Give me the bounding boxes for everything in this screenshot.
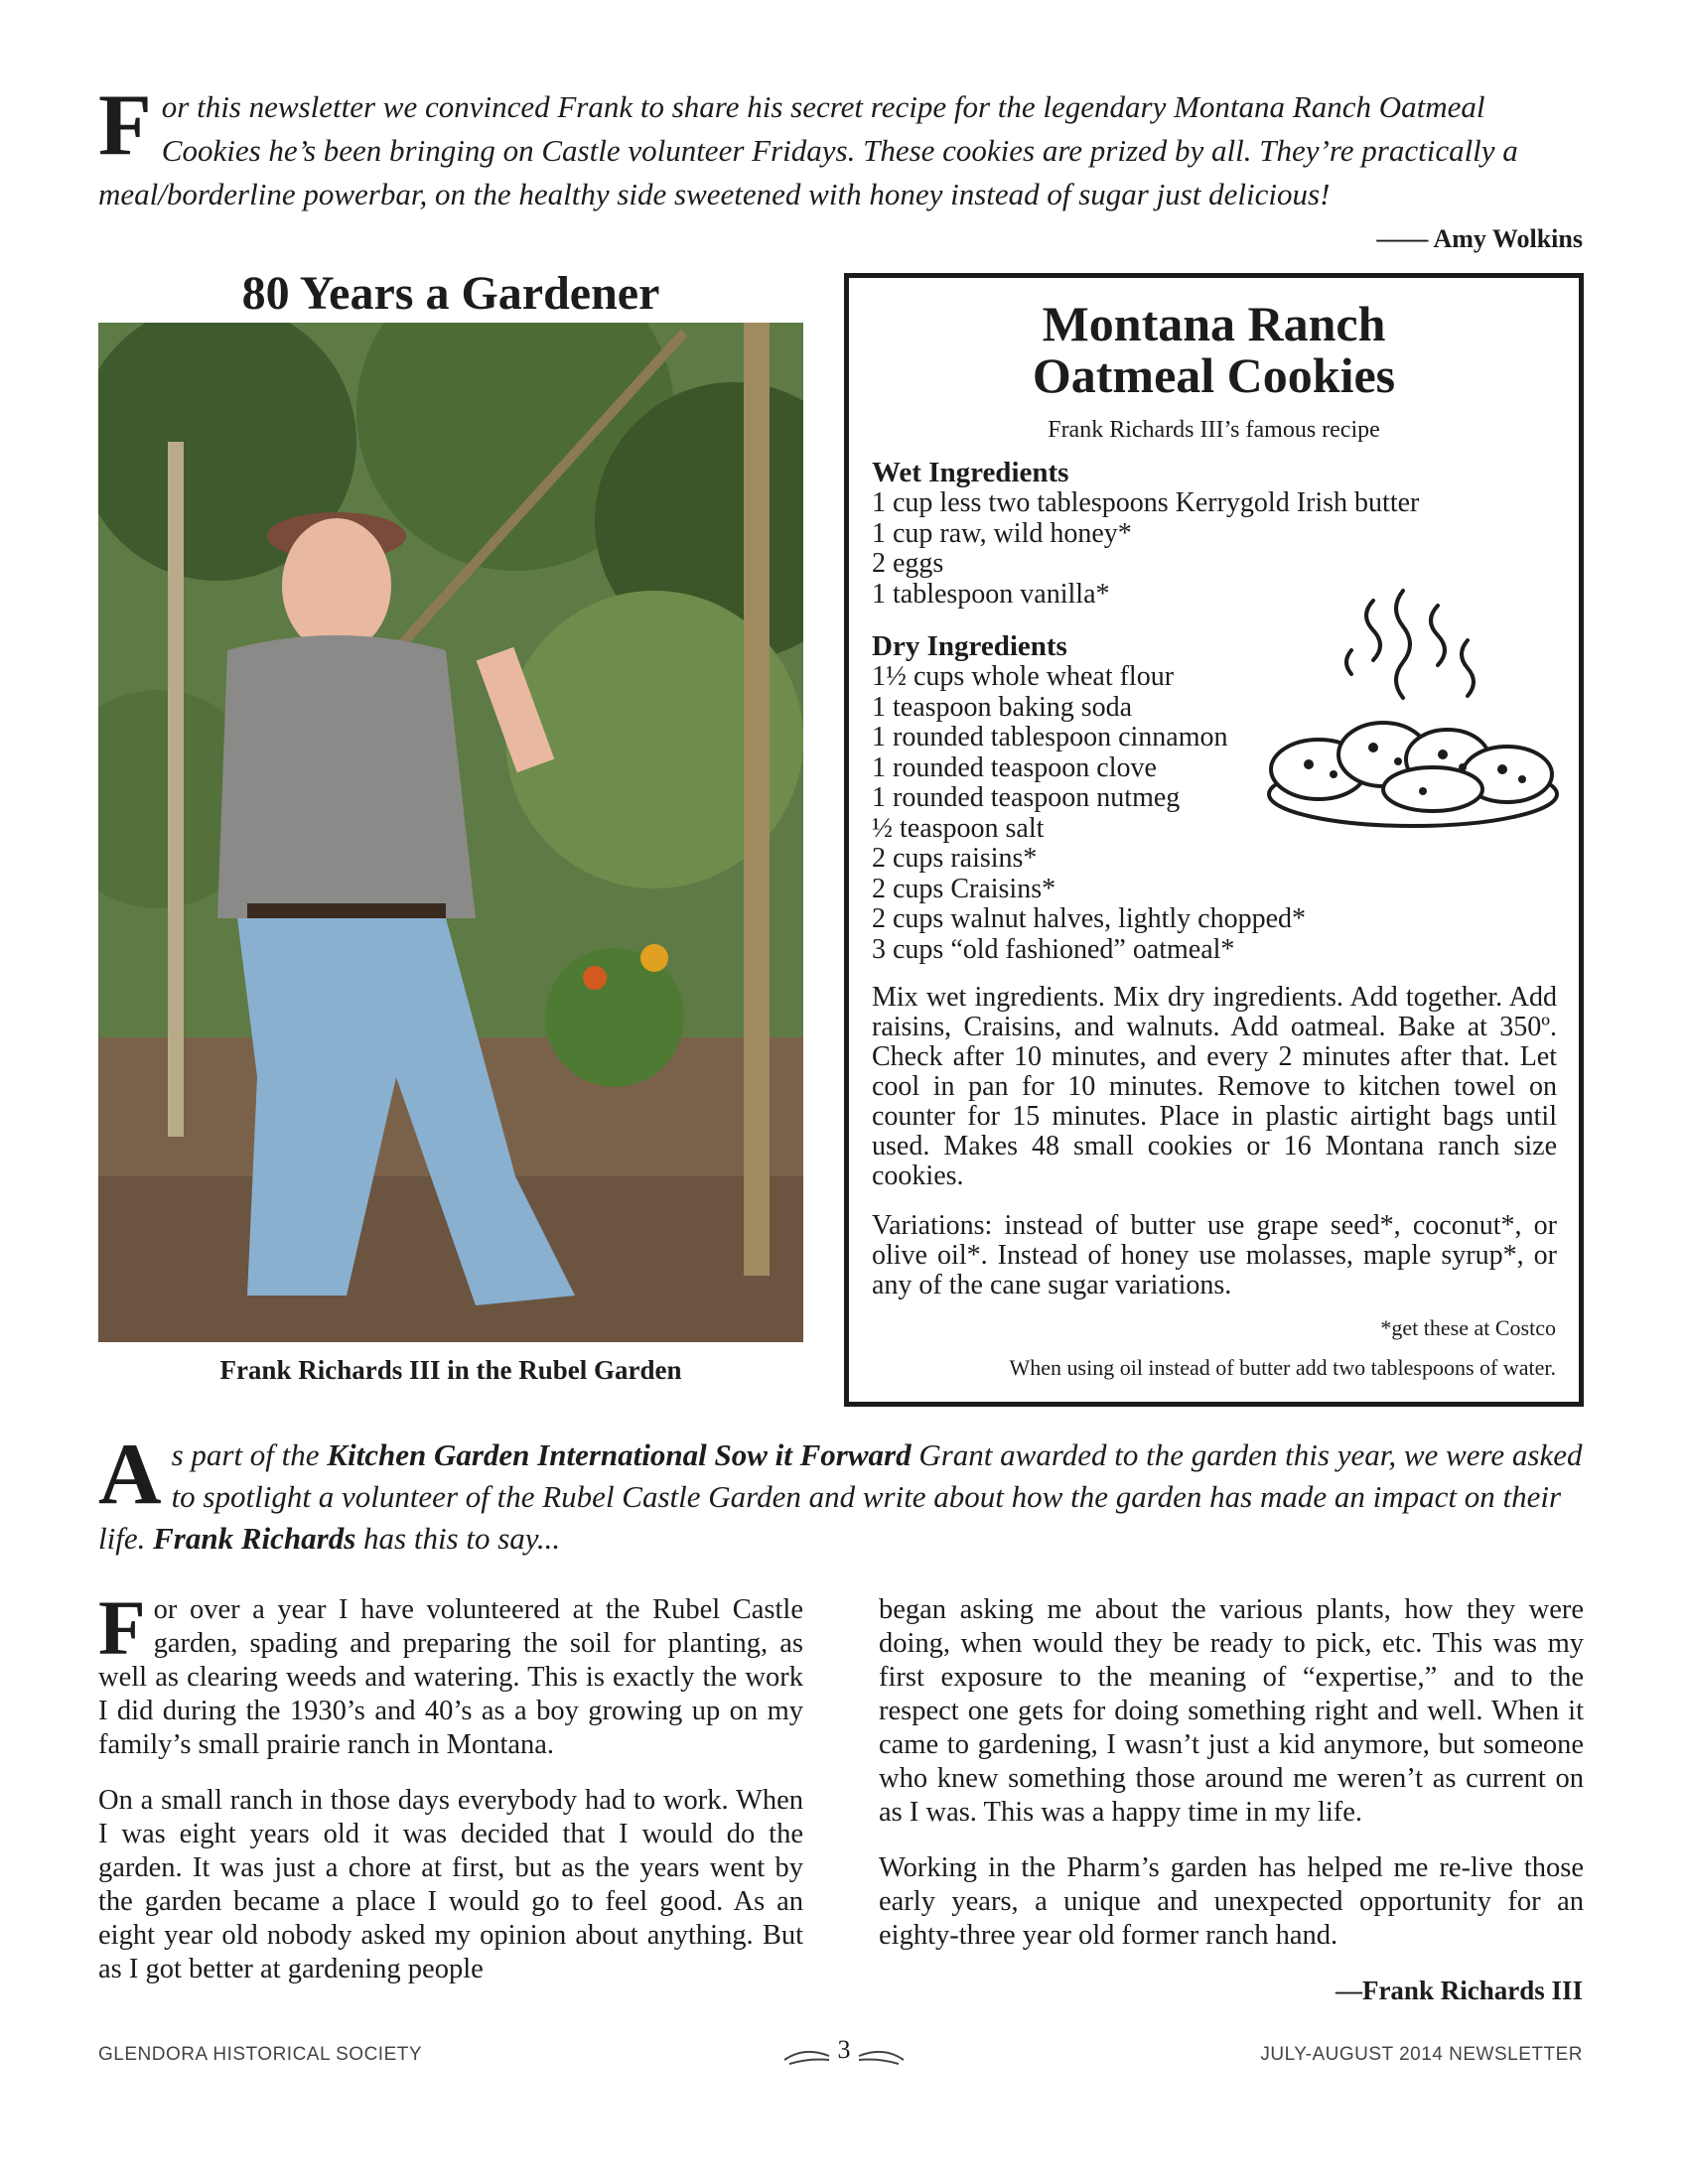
dry-ingredient: 2 cups walnut halves, lightly chopped* — [872, 903, 1307, 934]
article-paragraph-2: On a small ranch in those days everybody had to work. When I was eight years old it was decided that I would do the garden. It was just a chore at first, but as the years went by the garden became a place I would go to feel good. As an eight year old nobody asked my opinion about anything. But as I got better at gardening people — [98, 1785, 803, 1984]
spotlight-intro — [98, 1427, 1584, 1560]
cookie-plate-icon — [1264, 581, 1562, 844]
footer-issue: JULY-AUGUST 2014 NEWSLETTER — [1260, 2044, 1583, 2065]
dry-ingredients-list — [872, 662, 1306, 965]
dry-ingredient: 2 cups Craisins* — [872, 873, 1056, 904]
spotlight-text-3: has this to say... — [355, 1521, 561, 1556]
dry-ingredient: 2 cups raisins* — [872, 843, 1038, 874]
spotlight-drop-cap: A — [98, 1427, 162, 1523]
recipe-title — [849, 298, 1579, 401]
dry-ingredient: ½ teaspoon salt — [872, 812, 1045, 844]
spotlight-text-2: Grant awarded to the garden this year, we were asked to spotlight a volunteer of the Rubel Castle Garden and write about how the garden has made an impact on their life. — [98, 1437, 1583, 1556]
wet-ingredients-heading: Wet Ingredients — [872, 457, 1069, 488]
recipe-title-line-1: Montana Ranch — [1042, 296, 1386, 351]
photo-caption: Frank Richards III in the Rubel Garden — [219, 1355, 682, 1385]
recipe-subtitle: Frank Richards III’s famous recipe — [1048, 417, 1380, 443]
feature-title: 80 Years a Gardener — [241, 267, 660, 320]
article-column-left — [98, 1584, 803, 2008]
recipe-variations: Variations: instead of butter use grape seed*, coconut*, or olive oil*. Instead of honey use molasses, maple syrup*, or any of the cane sugar variations. — [872, 1210, 1557, 1300]
dry-ingredient: 3 cups “old fashioned” oatmeal* — [872, 933, 1235, 965]
intro-signature: —— Amy Wolkins — [1376, 224, 1583, 253]
intro-paragraph — [98, 77, 1584, 216]
article-column-right — [879, 1593, 1584, 1975]
intro-drop-cap: F — [98, 77, 152, 174]
wet-ingredient: 1 cup less two tablespoons Kerrygold Irish butter — [872, 487, 1420, 518]
article-paragraph-3: began asking me about the various plants, how they were doing, when would they be ready to pick, etc. This was my first exposure to the meaning of “expertise,” and to the respect one gets for doing something right and well. When it came to gardening, I wasn’t just a kid anymore, but someone who knew something those around me weren’t as current on as I was. This was a happy time in my life. — [879, 1594, 1584, 1828]
article-drop-cap: F — [98, 1584, 146, 1671]
volunteer-name: Frank Richards — [153, 1521, 356, 1556]
recipe-note-oil: When using oil instead of butter add two tablespoons of water. — [1009, 1355, 1556, 1380]
footer-society: GLENDORA HISTORICAL SOCIETY — [98, 2044, 423, 2065]
page-number: 3 — [837, 2035, 851, 2064]
dry-ingredient: 1 teaspoon baking soda — [872, 691, 1133, 723]
gardener-photo — [98, 323, 803, 1342]
dry-ingredient: 1½ cups whole wheat flour — [872, 661, 1175, 692]
recipe-title-line-2: Oatmeal Cookies — [1032, 347, 1396, 403]
wet-ingredient: 1 tablespoon vanilla* — [872, 578, 1110, 610]
dry-ingredient: 1 rounded teaspoon clove — [872, 751, 1157, 783]
wet-ingredient: 1 cup raw, wild honey* — [872, 517, 1132, 549]
article-paragraph-1 — [98, 1584, 803, 1762]
dry-ingredient: 1 rounded teaspoon nutmeg — [872, 782, 1181, 813]
intro-text: or this newsletter we convinced Frank to share his secret recipe for the legendary Montana Ranch Oatmeal Cookies he’s been bringing on Castle volunteer Fridays. These cookies are prized by all. They’re practically a meal/borderline powerbar, on the healthy side sweetened with honey instead of sugar just delicious! — [98, 89, 1518, 211]
dry-ingredient: 1 rounded tablespoon cinnamon — [872, 722, 1228, 752]
recipe-note-costco: *get these at Costco — [1380, 1315, 1556, 1340]
article-paragraph-4: Working in the Pharm’s garden has helped me re-live those early years, a unique and unexpected opportunity for an eighty-three year old former ranch hand. — [879, 1852, 1584, 1951]
recipe-box — [844, 273, 1584, 1407]
wet-ingredient: 2 eggs — [872, 548, 944, 579]
article-paragraph-1-text: or over a year I have volunteered at the Rubel Castle garden, spading and preparing the soil for planting, as well as clearing weeds and watering. This is exactly the work I did during the 1930’s and 40’s as a boy growing up on my family’s small prairie ranch in Montana. — [98, 1594, 803, 1760]
article-signature: —Frank Richards III — [1335, 1976, 1583, 2005]
grant-name: Kitchen Garden International Sow it Forward — [327, 1437, 912, 1472]
recipe-instructions: Mix wet ingredients. Mix dry ingredients. Add together. Add raisins, Craisins, and walnuts. Add oatmeal. Bake at 350º. Check after 10 minutes, and every 2 minutes after that. Let cool in pan for 10 minutes. Remove to kitchen towel on counter for 15 minutes. Place in plastic airtight bags until used. Makes 48 small cookies or 16 Montana ranch size cookies. — [872, 982, 1557, 1191]
gardener-photo-illustration — [98, 323, 803, 1342]
spotlight-text-1: s part of the — [171, 1437, 328, 1472]
dry-ingredients-heading: Dry Ingredients — [872, 630, 1067, 662]
